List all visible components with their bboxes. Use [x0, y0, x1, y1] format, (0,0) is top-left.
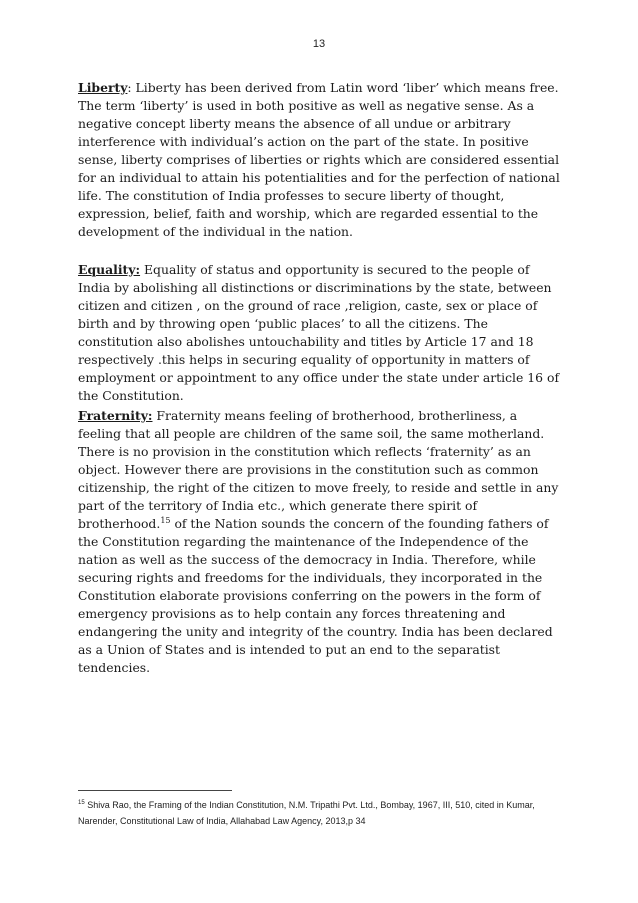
footnote-number: 15 — [78, 800, 85, 806]
equality-text: Equality of status and opportunity is secured to the people of India by abolishing all distinctions or discriminations by the state, between citizen and citizen , on the ground of race ,religion, caste, sex or place of birth and by throwing open ‘public places’ to all the citizens. The constitution also abolishes untouchability and titles by Article 17 and 18 respectively .this helps in securing equality of opportunity in matters of employment or appointment to any office under the state under article 16 of the Constitution. — [78, 262, 560, 403]
equality-heading: Equality: — [78, 262, 141, 277]
liberty-text: Liberty has been derived from Latin word ‘liber’ which means free. The term ‘liberty’ is used in both positive as well as negative sense. As a negative concept liberty means the absence of all undue or arbitrary interference with individual’s action on the part of the state. In positive sense, liberty comprises of liberties or rights which are considered essential for an individual to attain his potentialities and for the perfection of national life. The constitution of India professes to secure liberty of thought, expression, belief, faith and worship, which are regarded essential to the development of the individual in the nation. — [78, 80, 560, 239]
footnote-text: Shiva Rao, the Framing of the Indian Constitution, N.M. Tripathi Pvt. Ltd., Bombay, 1967, III, 510, cited in Kumar, Narender, Constitutional Law of India, Allahabad Law Agency, 2013,p 34 — [78, 800, 535, 826]
fraternity-paragraph — [78, 407, 564, 677]
footnote-divider — [78, 790, 232, 791]
equality-paragraph — [78, 261, 564, 405]
liberty-heading-colon: : — [127, 80, 132, 95]
fraternity-heading: Fraternity: — [78, 408, 153, 423]
page-number: 13 — [312, 38, 326, 50]
fraternity-text-before-ref: Fraternity means feeling of brotherhood, brotherliness, a feeling that all people are children of the same soil, the same motherland. There is no provision in the constitution which reflects ‘fraternity’ as an object. However there are provisions in the constitution such as common citizenship, the right of the citizen to move freely, to reside and settle in any part of the territory of India etc., which generate there spirit of brotherhood. — [78, 408, 559, 531]
footnote-reference: 15 — [160, 516, 171, 525]
liberty-paragraph — [78, 79, 564, 241]
liberty-heading: Liberty — [78, 80, 128, 95]
fraternity-text-after-ref: of the Nation sounds the concern of the founding fathers of the Constitution regarding the maintenance of the Independence of the nation as well as the success of the democracy in India. Therefore, while securing rights and freedoms for the individuals, they incorporated in the Constitution elaborate provisions conferring on the powers in the form of emergency provisions as to help contain any forces threatening and endangering the unity and integrity of the country. India has been declared as a Union of States and is intended to put an end to the separatist tendencies. — [78, 516, 553, 675]
footnote — [78, 797, 568, 829]
